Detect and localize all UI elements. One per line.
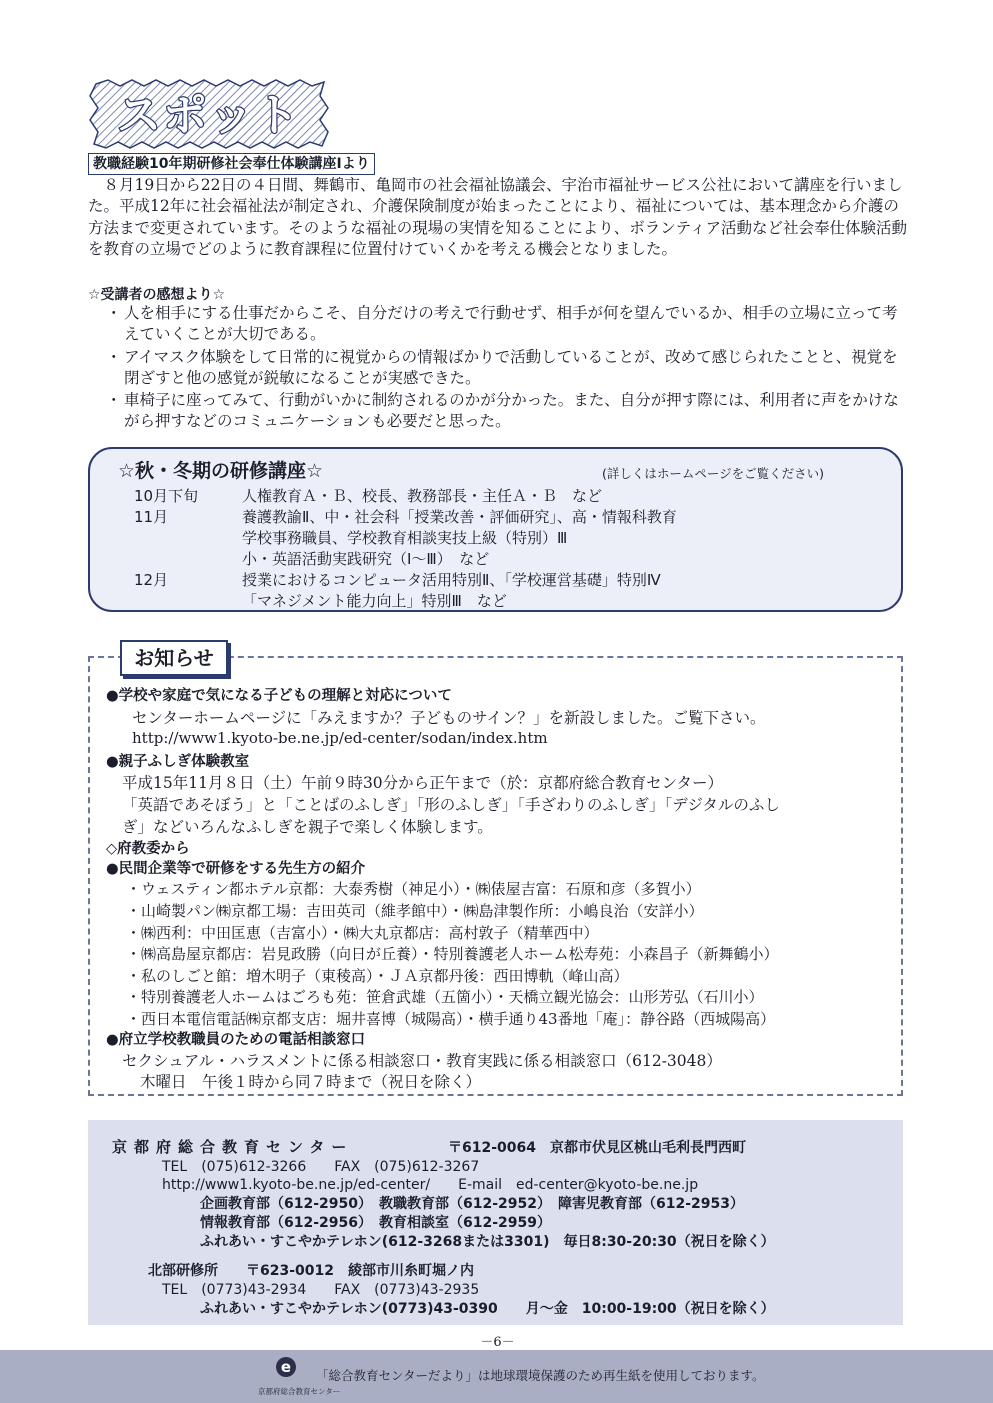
contact-hotline: ふれあい・すこやかテレホン(612-3268または3301) 毎日8:30-20:30（祝日を除く）	[200, 1234, 775, 1250]
svg-text:e: e	[280, 1358, 292, 1376]
notice-heading-child-understanding: ●学校や家庭で気になる子どもの理解と対応について	[106, 688, 452, 704]
contact-web-email[interactable]: http://www1.kyoto-be.ne.jp/ed-center/ E-mail ed-center@kyoto-be.ne.jp	[162, 1177, 699, 1193]
notice-heading-board: ◇府教委から	[106, 841, 190, 857]
notice-text: ぎ」などいろんなふしぎを親子で楽しく体験します。	[122, 818, 493, 836]
seminar-row: 小・英語活動実践研究（Ⅰ～Ⅲ） など	[242, 550, 490, 568]
north-branch-hotline: ふれあい・すこやかテレホン(0773)43-0390 月～金 10:00-19:00（祝日を除く）	[200, 1301, 775, 1317]
list-item: ・ウェスティン都ホテル京都：大泰秀樹（神足小）・㈱俵屋吉富：石原和彦（多賀小）	[126, 880, 701, 898]
spot-logo	[88, 78, 330, 150]
seminar-note: (詳しくはホームページをご覧ください)	[602, 466, 825, 481]
footer-recycled-paper-note: 「総合教育センターだより」は地球環境保護のため再生紙を使用しております。	[316, 1368, 765, 1383]
impression-item: ・ 人を相手にする仕事だからこそ、自分だけの考えで行動せず、相手が何を望んでいるか、相手の立場に立って考えていくことが大切である。	[106, 304, 898, 344]
notice-text: 平成15年11月８日（土）午前９時30分から正午まで（於：京都府総合教育センター）	[122, 774, 724, 792]
notice-text: センターホームページに「みえますか？子どものサイン？」を新設しました。ご覧下さい。	[132, 709, 766, 727]
impression-item: ・ 車椅子に座ってみて、行動がいかに制約されるのかが分かった。また、自分が押す際には、利用者に声をかけながら押すなどのコミュニケーションも必要だと思った。	[106, 391, 899, 431]
contact-tel-fax: TEL (075)612-3266 FAX (075)612-3267	[162, 1159, 480, 1175]
notice-heading-teacher-training: ●民間企業等で研修をする先生方の紹介	[106, 861, 366, 877]
impressions-list	[106, 303, 906, 434]
notice-text: 木曜日 午後１時から同７時まで（祝日を除く）	[140, 1073, 482, 1091]
contact-departments: 企画教育部（612-2950） 教職教育部（612-2952） 障害児教育部（612-2953）	[200, 1196, 744, 1212]
list-item: ・私のしごと館：増木明子（東稜高）・ＪＡ京都丹後：西田博軌（峰山高）	[126, 967, 629, 985]
seminar-row: 12月 授業におけるコンピュータ活用特別Ⅱ、「学校運営基礎」特別Ⅳ	[134, 571, 661, 589]
spot-logo-text: スポット	[117, 90, 301, 141]
list-item: ・山崎製パン㈱京都工場：吉田英司（維孝館中）・㈱島津製作所：小嶋良治（安詳小）	[126, 902, 704, 920]
contact-address: 〒612-0064 京都市伏見区桃山毛利長門西町	[448, 1140, 746, 1156]
notice-url-link[interactable]: http://www1.kyoto-be.ne.jp/ed-center/sodan/index.htm	[132, 729, 548, 747]
impression-item: ・ アイマスク体験をして日常的に視覚からの情報ばかりで活動していることが、改めて感じられたことと、視覚を閉ざすと他の感覚が鋭敏になることが実感できた。	[106, 347, 898, 387]
north-branch-address: 北部研修所 〒623-0012 綾部市川糸町堀ノ内	[148, 1263, 474, 1279]
contact-org-name: 京都府総合教育センター	[112, 1138, 354, 1156]
seminar-title: ☆秋・冬期の研修講座☆	[118, 460, 324, 482]
seminar-row: 11月 養護教諭Ⅱ、中・社会科「授業改善・評価研究」、高・情報科教育	[134, 508, 677, 526]
list-item: ・㈱西利：中田匡恵（吉富小）・㈱大丸京都店：高村敦子（精華西中）	[126, 924, 599, 942]
seminar-row: 「マネジメント能力向上」特別Ⅲ など	[242, 592, 507, 610]
impressions-heading: ☆受講者の感想より☆	[88, 287, 226, 303]
north-branch-tel-fax: TEL (0773)43-2934 FAX (0773)43-2935	[162, 1282, 480, 1298]
notice-heading-science-class: ●親子ふしぎ体験教室	[106, 754, 250, 770]
list-item: ・特別養護老人ホームはごろも苑：笹倉武雄（五箇小）・天橋立観光協会：山形芳弘（石川小）	[126, 988, 764, 1006]
list-item: ・㈱高島屋京都店：岩見政勝（向日が丘養）・特別養護老人ホーム松寿苑：小森昌子（新舞鶴小）	[126, 945, 779, 963]
notice-text: 「英語であそぼう」と「ことばのふしぎ」「形のふしぎ」「手ざわりのふしぎ」「デジタルのふし	[122, 796, 780, 814]
notice-tab-title: お知らせ	[120, 640, 228, 676]
seminar-row: 10月下旬 人権教育Ａ・Ｂ、校長、教務部長・主任Ａ・Ｂ など	[134, 487, 603, 505]
page-number: －6－	[480, 1335, 515, 1350]
contact-departments: 情報教育部（612-2956） 教育相談室（612-2959）	[200, 1215, 551, 1231]
seminar-row: 学校事務職員、学校教育相談実技上級（特別）Ⅲ	[242, 529, 568, 547]
notice-heading-phone-consult: ●府立学校教職員のための電話相談窓口	[106, 1032, 366, 1048]
spot-article-heading: 教職経験10年期研修社会奉仕体験講座Ⅰより	[88, 153, 375, 175]
spot-article-body: ８月19日から22日の４日間、舞鶴市、亀岡市の社会福祉協議会、宇治市福祉サービス公社において講座を行いました。平成12年に社会福祉法が制定され、介護保険制度が始まったことにより、福祉については、基本理念から介護の方法まで変更されています。そのような福祉の現場の実情を知ることにより、ボランティア活動など社会奉仕体験活動を教育の立場でどのように教育課程に位置付けていくかを考える機会となりました。	[88, 176, 908, 258]
notice-text: セクシュアル・ハラスメントに係る相談窓口・教育実践に係る相談窓口（612-3048）	[122, 1052, 722, 1070]
center-logo-icon	[275, 1356, 297, 1378]
footer-org-name: 京都府総合教育センター	[258, 1387, 341, 1396]
list-item: ・西日本電信電話㈱京都支店：堀井喜博（城陽高）・横手通り43番地「庵」：静谷路（西城陽高）	[126, 1010, 776, 1028]
